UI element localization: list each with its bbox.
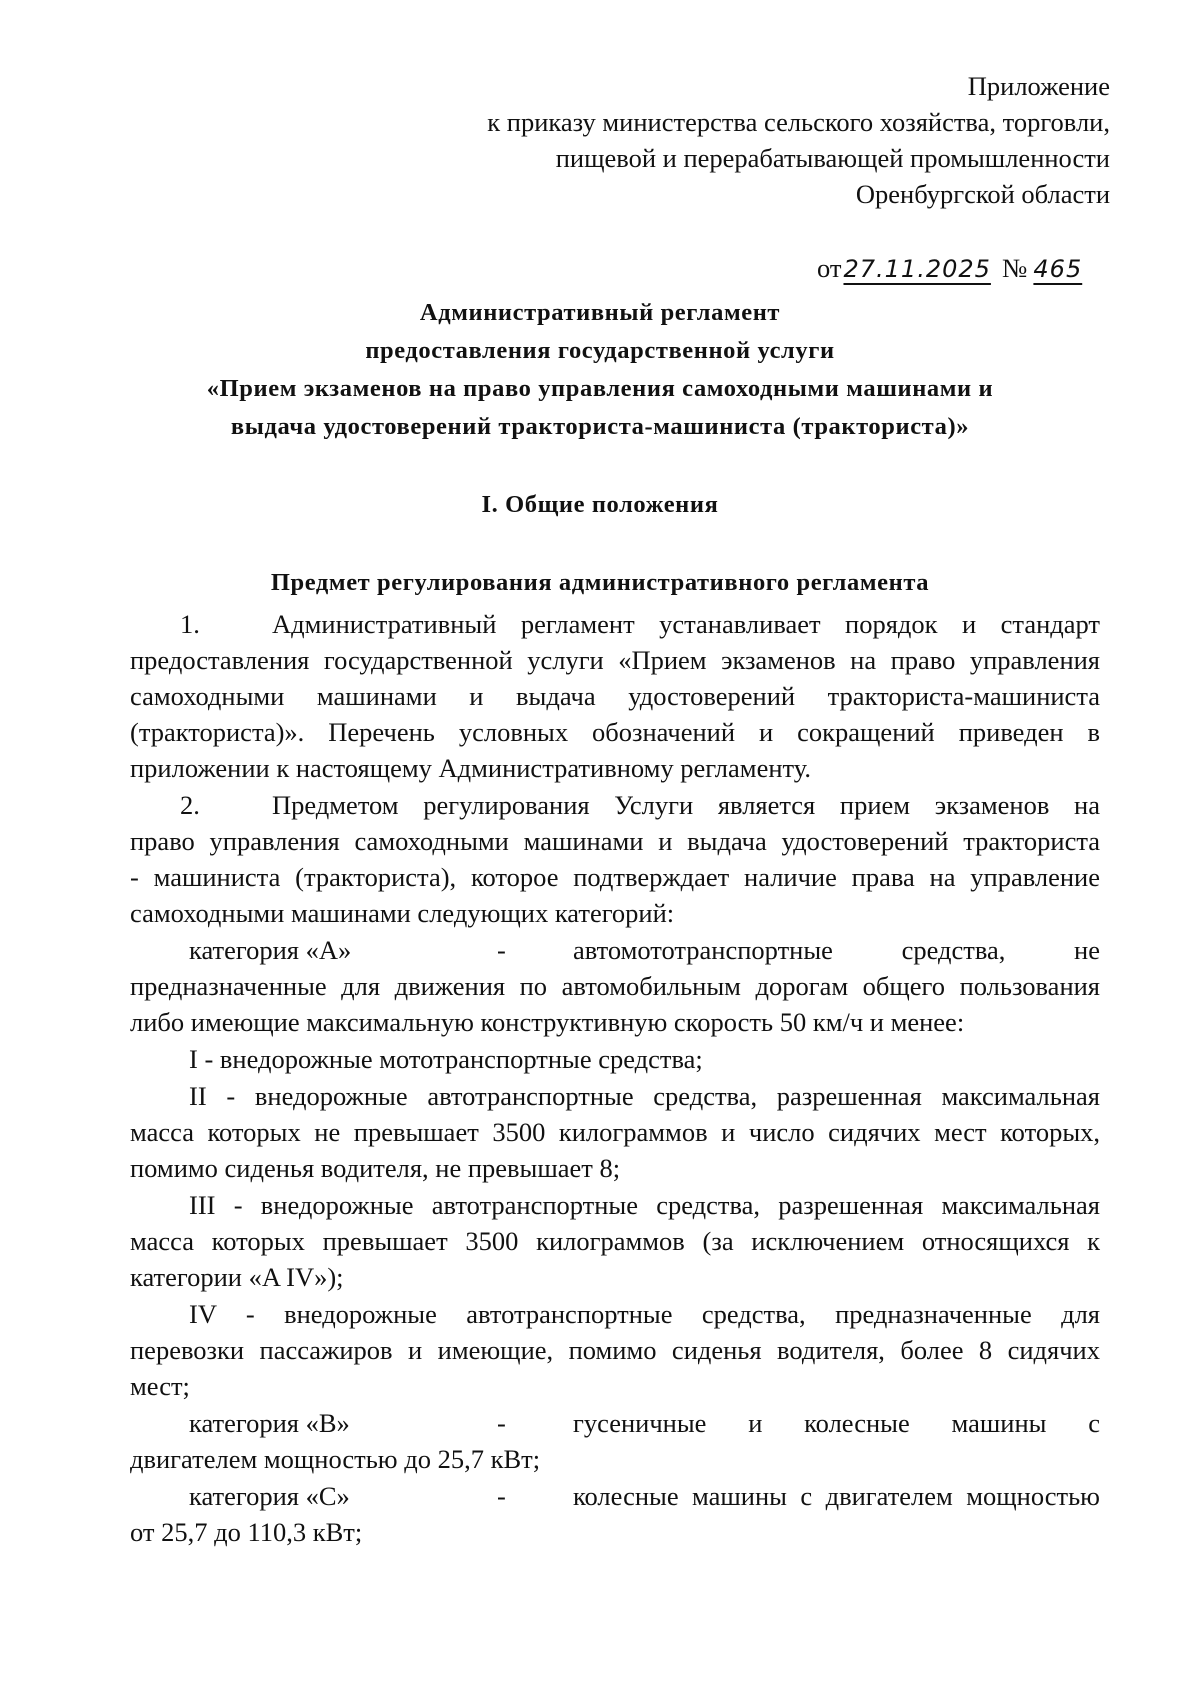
subcategory-3-line-1: III - внедорожные автотранспортные средства, разрешенная максимальная	[189, 1190, 1100, 1220]
header-line-4: Оренбургской области	[855, 179, 1110, 209]
header-line-1: Приложение	[967, 71, 1110, 101]
subcategory-4-line-1: IV - внедорожные автотранспортные средства, предназначенные для	[189, 1299, 1100, 1329]
order-date-line	[817, 251, 1109, 286]
subcategory-1-line-1: I - внедорожные мототранспортные средства;	[189, 1044, 703, 1074]
category-c-line	[189, 1478, 1100, 1514]
number-sign: №	[1002, 253, 1028, 283]
p1-line-4: (тракториста)». Перечень условных обозначений и сокращений приведен в	[130, 717, 1100, 747]
category-b-label: категория «В»	[189, 1408, 350, 1438]
category-b-text: гусеничные и колесные машины с	[573, 1408, 1100, 1438]
header-line-2: к приказу министерства сельского хозяйства, торговли,	[487, 107, 1110, 137]
subcategory-3-line-3: категории «A IV»);	[130, 1262, 344, 1292]
p2-line-1-text: Предметом регулирования Услуги является прием экзаменов на	[272, 790, 1100, 820]
date-prefix: от	[817, 253, 842, 283]
category-c-label: категория «С»	[189, 1481, 350, 1511]
p2-number: 2.	[180, 790, 200, 820]
subcategory-3-line-2: масса которых превышает 3500 килограммов (за исключением относящихся к	[130, 1226, 1100, 1256]
p2-line-2: право управления самоходными машинами и выдача удостоверений тракториста	[130, 826, 1100, 856]
category-b-line-2: двигателем мощностью до 25,7 кВт;	[130, 1444, 541, 1474]
p2-line-1	[180, 787, 1100, 823]
handwritten-date: 27.11.2025	[843, 255, 991, 283]
subcategory-2-line-2: масса которых не превышает 3500 килограммов и число сидячих мест которых,	[130, 1117, 1100, 1147]
p2-line-3: - машиниста (тракториста), которое подтверждает наличие права на управление	[130, 862, 1100, 892]
category-c-line-2: от 25,7 до 110,3 кВт;	[130, 1517, 363, 1547]
header-line-3: пищевой и перерабатывающей промышленности	[555, 143, 1110, 173]
category-a-dash: -	[497, 935, 506, 965]
category-b-dash: -	[497, 1408, 506, 1438]
category-a-text: автомототранспортные средства, не	[573, 935, 1100, 965]
category-b-line	[189, 1405, 1100, 1441]
title-line-4: выдача удостоверений тракториста-машиниста (тракториста)»	[230, 413, 970, 440]
category-a-line-2: предназначенные для движения по автомобильным дорогам общего пользования	[130, 971, 1100, 1001]
p2-line-4: самоходными машинами следующих категорий:	[130, 898, 675, 928]
handwritten-number: 465	[1033, 255, 1083, 283]
p1-line-3: самоходными машинами и выдача удостоверений тракториста-машиниста	[130, 681, 1100, 711]
section-subheading: Предмет регулирования административного регламента	[270, 569, 930, 596]
p1-line-5: приложении к настоящему Административному регламенту.	[130, 753, 811, 783]
p1-line-1-text: Административный регламент устанавливает порядок и стандарт	[272, 609, 1100, 639]
title-line-1: Административный регламент	[419, 299, 781, 326]
category-a-line	[189, 932, 1100, 968]
title-line-2: предоставления государственной услуги	[365, 337, 835, 364]
subcategory-2-line-3: помимо сиденья водителя, не превышает 8;	[130, 1153, 621, 1183]
appendix-header	[487, 68, 1110, 212]
title-line-3: «Прием экзаменов на право управления самоходными машинами и	[206, 375, 994, 402]
category-a-label: категория «А»	[189, 935, 352, 965]
section-heading: I. Общие положения	[481, 491, 719, 518]
p1-number: 1.	[180, 609, 200, 639]
p1-line-1	[180, 606, 1100, 642]
subcategory-4-line-2: перевозки пассажиров и имеющие, помимо сиденья водителя, более 8 сидячих	[130, 1335, 1100, 1365]
category-a-line-3: либо имеющие максимальную конструктивную скорость 50 км/ч и менее:	[130, 1007, 965, 1037]
subcategory-4-line-3: мест;	[130, 1371, 190, 1401]
category-c-dash: -	[497, 1481, 506, 1511]
category-c-text: колесные машины с двигателем мощностью	[573, 1481, 1100, 1511]
p1-line-2: предоставления государственной услуги «Прием экзаменов на право управления	[130, 645, 1100, 675]
subcategory-2-line-1: II - внедорожные автотранспортные средства, разрешенная максимальная	[189, 1081, 1100, 1111]
